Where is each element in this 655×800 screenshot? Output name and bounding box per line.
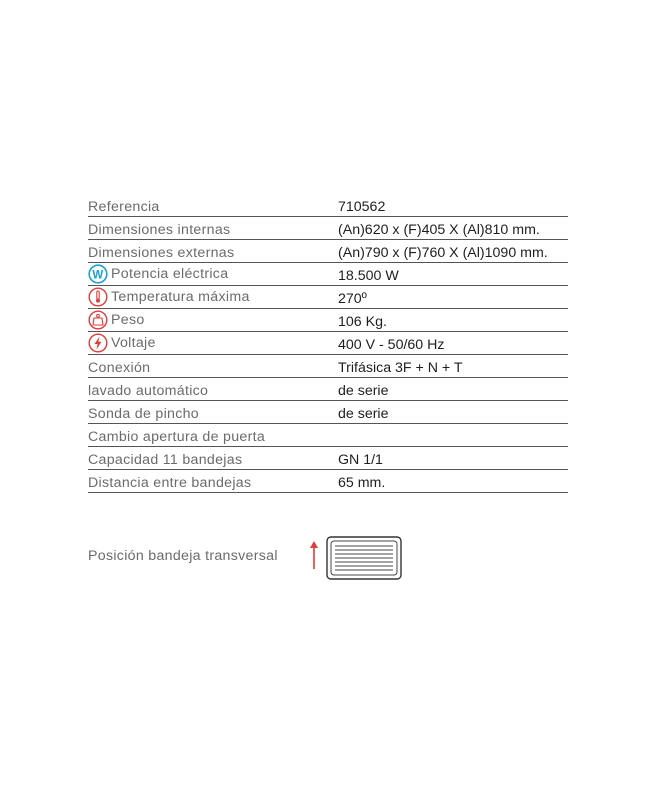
spec-label: Temperatura máxima	[111, 288, 250, 305]
spec-value: (An)620 x (F)405 X (Al)810 mm.	[338, 221, 540, 238]
spec-label: Distancia entre bandejas	[88, 474, 252, 491]
spec-value: 400 V - 50/60 Hz	[338, 336, 445, 353]
spec-label: lavado automático	[88, 382, 209, 399]
spec-row	[88, 216, 568, 239]
spec-label: Referencia	[88, 198, 160, 215]
spec-value: 270º	[338, 290, 367, 307]
spec-value: GN 1/1	[338, 451, 383, 468]
spec-label: Dimensiones externas	[88, 244, 235, 261]
spec-value: 710562	[338, 198, 386, 215]
spec-table-body	[88, 193, 568, 492]
spec-row	[88, 331, 568, 354]
spec-label-cell	[88, 239, 338, 262]
spec-row	[88, 285, 568, 308]
spec-label: Conexión	[88, 359, 151, 376]
spec-value: 65 mm.	[338, 474, 386, 491]
spec-label-cell	[88, 193, 338, 216]
spec-label-cell	[88, 423, 338, 446]
spec-row	[88, 423, 568, 446]
spec-label-cell	[88, 285, 338, 308]
spec-label: Cambio apertura de puerta	[88, 428, 266, 445]
spec-label-cell	[88, 354, 338, 377]
spec-label-cell	[88, 446, 338, 469]
spec-row	[88, 377, 568, 400]
spec-label: Capacidad 11 bandejas	[88, 451, 243, 468]
spec-table	[88, 193, 568, 493]
tray-position-label: Posición bandeja transversal	[88, 548, 278, 564]
spec-value: 106 Kg.	[338, 313, 387, 330]
spec-value: (An)790 x (F)760 X (Al)1090 mm.	[338, 244, 548, 261]
power-watt-icon	[88, 264, 108, 284]
weight-icon	[88, 310, 108, 330]
spec-label: Potencia eléctrica	[111, 265, 229, 282]
spec-value: Trifásica 3F + N + T	[338, 359, 463, 376]
power-watt-glyph: W	[92, 268, 104, 281]
spec-value	[338, 423, 568, 446]
spec-label: Dimensiones internas	[88, 221, 231, 238]
thermometer-icon	[88, 287, 108, 307]
spec-label-cell	[88, 262, 338, 285]
up-arrow-icon	[308, 540, 320, 570]
spec-label-cell	[88, 216, 338, 239]
spec-row	[88, 239, 568, 262]
spec-label-cell	[88, 469, 338, 492]
spec-label-cell	[88, 308, 338, 331]
spec-label-cell	[88, 331, 338, 354]
spec-row	[88, 262, 568, 285]
spec-label: Voltaje	[111, 334, 156, 351]
spec-row	[88, 469, 568, 492]
spec-value: 18.500 W	[338, 267, 399, 284]
spec-label-cell	[88, 377, 338, 400]
gastronorm-tray-icon	[326, 536, 402, 580]
spec-label: Sonda de pincho	[88, 405, 199, 422]
spec-row	[88, 354, 568, 377]
voltage-icon	[88, 333, 108, 353]
spec-value: de serie	[338, 405, 389, 422]
spec-label: Peso	[111, 311, 145, 328]
spec-value: de serie	[338, 382, 389, 399]
spec-row	[88, 400, 568, 423]
spec-label-cell	[88, 400, 338, 423]
spec-row	[88, 308, 568, 331]
spec-row	[88, 193, 568, 216]
spec-row	[88, 446, 568, 469]
